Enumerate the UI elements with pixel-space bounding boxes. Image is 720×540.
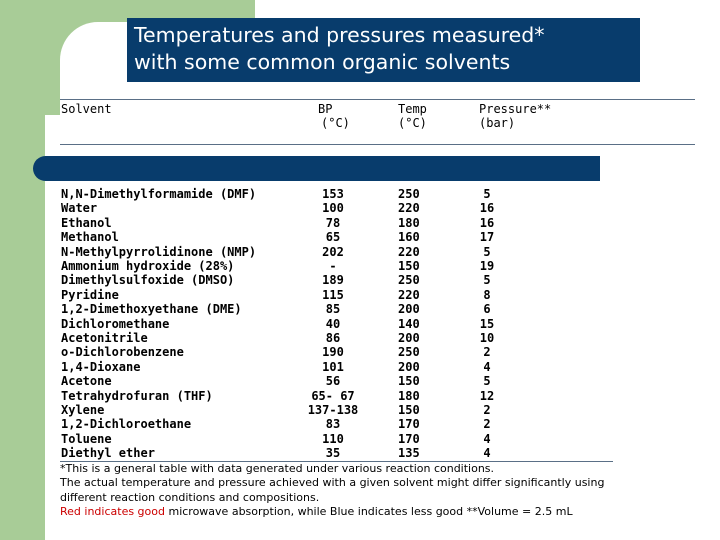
pressure: 4 <box>483 446 491 461</box>
pressure: 6 <box>483 302 491 317</box>
column-header-pressure-unit: (bar) <box>479 116 516 130</box>
temperature: 220 <box>398 287 420 302</box>
temperature: 220 <box>398 201 420 216</box>
boiling-point: 202 <box>322 244 344 259</box>
column-header-temp: Temp <box>398 102 427 116</box>
pressure: 15 <box>479 316 495 331</box>
footnote-compositions: different reaction conditions and compositions. <box>60 490 320 504</box>
solvent-name: Ammonium hydroxide (28%) <box>61 259 235 273</box>
footnote-actual-conditions: The actual temperature and pressure achieved with a given solvent might differ significantly using <box>60 476 605 490</box>
solvent-name: Pyridine <box>61 287 119 302</box>
column-header-temp-unit: (°C) <box>398 116 427 130</box>
solvent-name: Diethyl ether <box>61 446 155 461</box>
temperature: 150 <box>398 403 420 417</box>
pressure: 2 <box>483 403 491 417</box>
solvent-name: N,N-Dimethylformamide (DMF) <box>61 187 257 201</box>
slide-title-line-1: Temperatures and pressures measured* <box>134 23 545 47</box>
temperature: 150 <box>398 259 420 273</box>
boiling-point: 189 <box>322 273 344 288</box>
red-legend-text: Red indicates good <box>60 505 165 519</box>
temperature: 150 <box>398 374 420 389</box>
solvent-name: Ethanol <box>61 215 112 230</box>
pressure: 16 <box>479 201 495 216</box>
solvent-name: Dichloromethane <box>61 316 170 331</box>
solvent-name: Dimethylsulfoxide (DMSO) <box>61 273 235 288</box>
temperature: 170 <box>398 431 420 446</box>
pressure: 5 <box>483 273 491 288</box>
pressure: 12 <box>479 388 495 403</box>
boiling-point: 78 <box>325 215 341 230</box>
footnote-general: *This is a general table with data generated under various reaction conditions. <box>60 462 495 475</box>
temperature: 200 <box>398 302 420 317</box>
header-top-rule <box>60 99 695 100</box>
table-divider-band <box>33 156 600 181</box>
temperature: 250 <box>398 187 420 201</box>
solvent-name: Water <box>61 201 98 216</box>
boiling-point: 85 <box>325 302 341 317</box>
boiling-point: 115 <box>322 287 344 302</box>
temperature: 160 <box>398 230 420 245</box>
pressure: 17 <box>479 230 495 245</box>
solvent-name: Toluene <box>61 431 112 446</box>
pressure: 2 <box>483 417 491 432</box>
pressure: 16 <box>479 215 495 230</box>
boiling-point: 56 <box>325 374 341 389</box>
temperature: 170 <box>398 417 420 432</box>
temperature: 180 <box>398 215 420 230</box>
boiling-point: 65 <box>325 230 341 245</box>
pressure: 19 <box>479 259 495 273</box>
column-header-pressure: Pressure** <box>479 102 552 116</box>
solvent-name: 1,4-Dioxane <box>61 359 141 374</box>
column-header-bp-unit: (°C) <box>321 116 350 130</box>
boiling-point: 153 <box>322 187 344 201</box>
temperature: 200 <box>398 331 420 345</box>
left-green-bar <box>0 0 45 540</box>
solvent-name: Xylene <box>61 403 105 417</box>
solvent-name: Acetone <box>61 374 112 389</box>
pressure: 5 <box>483 374 491 389</box>
boiling-point: 35 <box>325 446 341 461</box>
boiling-point: 110 <box>322 431 344 446</box>
solvent-name: Tetrahydrofuran (THF) <box>61 388 213 403</box>
column-header-bp: BP <box>318 102 333 116</box>
temperature: 135 <box>398 446 420 461</box>
solvent-name: Acetonitrile <box>61 331 148 345</box>
pressure: 2 <box>483 345 491 360</box>
boiling-point: 100 <box>322 201 344 216</box>
temperature: 140 <box>398 316 420 331</box>
boiling-point: 86 <box>325 331 341 345</box>
temperature: 220 <box>398 244 420 259</box>
legend-rest-text: microwave absorption, while Blue indicates less good **Volume = 2.5 mL <box>164 505 573 519</box>
pressure: 5 <box>483 244 491 259</box>
temperature: 200 <box>398 359 420 374</box>
pressure: 10 <box>479 331 495 345</box>
slide-title-box <box>127 18 640 82</box>
boiling-point: 101 <box>322 359 344 374</box>
boiling-point: - <box>329 259 337 273</box>
temperature: 250 <box>398 273 420 288</box>
solvent-name: Methanol <box>61 230 119 245</box>
pressure: 4 <box>483 359 491 374</box>
boiling-point: 65- 67 <box>311 388 355 403</box>
footnote-color-legend <box>60 505 573 519</box>
header-bottom-rule <box>60 144 695 145</box>
solvent-name: 1,2-Dichloroethane <box>61 417 192 432</box>
pressure: 8 <box>483 287 491 302</box>
pressure: 4 <box>483 431 491 446</box>
temperature: 180 <box>398 388 420 403</box>
pressure: 5 <box>483 187 491 201</box>
solvent-name: 1,2-Dimethoxyethane (DME) <box>61 302 242 317</box>
boiling-point: 83 <box>325 417 341 432</box>
boiling-point: 190 <box>322 345 344 360</box>
slide-title-line-2: with some common organic solvents <box>134 50 511 74</box>
temperature: 250 <box>398 345 420 360</box>
boiling-point: 137-138 <box>307 403 359 417</box>
boiling-point: 40 <box>325 316 341 331</box>
column-header-solvent: Solvent <box>61 102 112 116</box>
solvent-name: N-Methylpyrrolidinone (NMP) <box>61 244 257 259</box>
solvent-name: o-Dichlorobenzene <box>61 345 184 360</box>
